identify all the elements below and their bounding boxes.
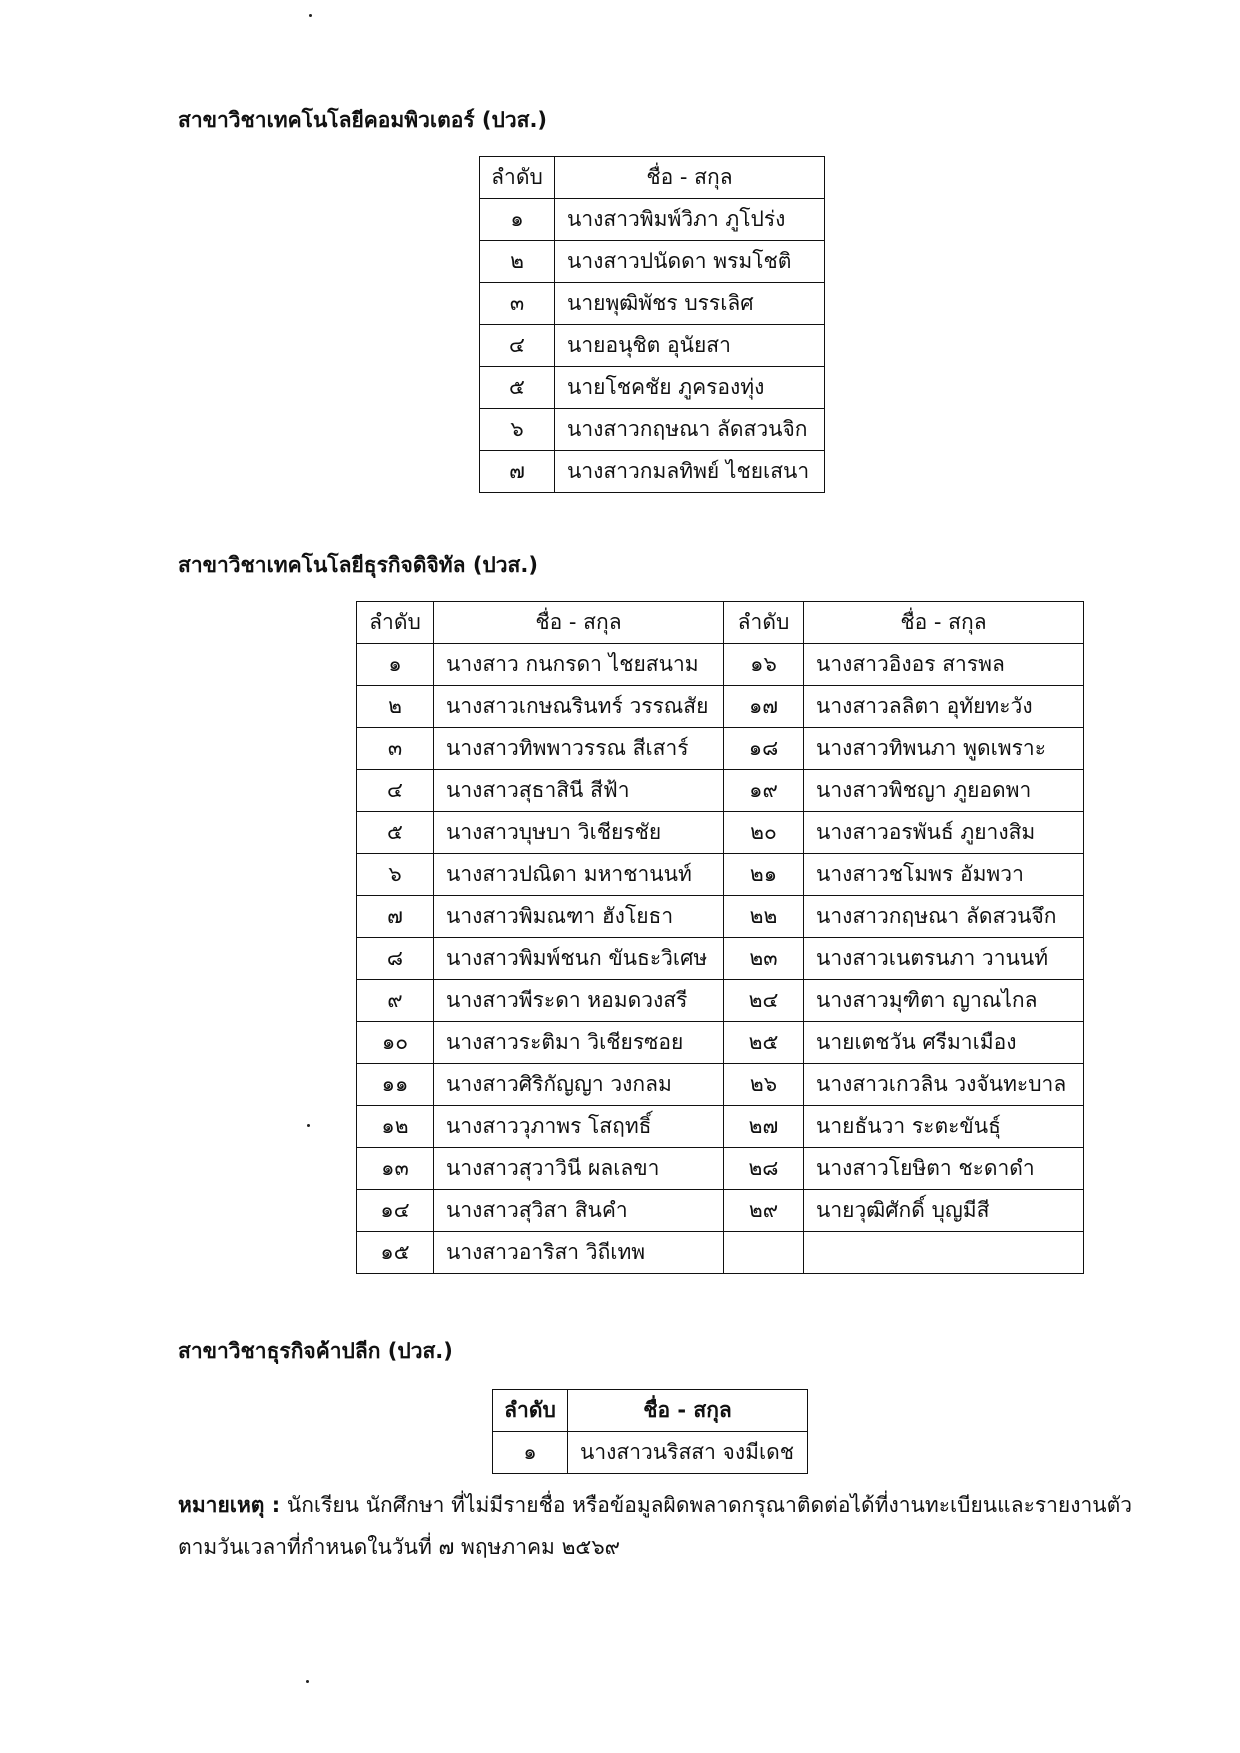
table-row (357, 1022, 1084, 1064)
section-heading-retail-business: สาขาวิชาธุรกิจค้าปลีก (ปวส.) (178, 1339, 453, 1363)
table-row (357, 896, 1084, 938)
remark-label: หมายเหตุ : (178, 1493, 281, 1517)
remark-note (178, 1484, 1138, 1568)
order-number: ๒๖ (724, 1064, 804, 1106)
order-number: ๔ (357, 770, 434, 812)
student-name: นางสาวพิมพ์วิภา ภูโปร่ง (555, 199, 825, 241)
order-number: ๑๓ (357, 1148, 434, 1190)
order-number: ๒๘ (724, 1148, 804, 1190)
section-heading-computer-technology: สาขาวิชาเทคโนโลยีคอมพิวเตอร์ (ปวส.) (178, 108, 548, 132)
student-name: นางสาวปนัดดา พรมโชติ (555, 241, 825, 283)
order-number: ๑๕ (357, 1232, 434, 1274)
student-name: นางสาวกฤษณา ลัดสวนจิก (555, 409, 825, 451)
order-number: ๔ (480, 325, 555, 367)
student-name: นางสาวพิมพ์ชนก ขันธะวิเศษ (434, 938, 724, 980)
roster-table-digital-business (356, 601, 1084, 1274)
table-row (357, 1190, 1084, 1232)
order-number: ๑๑ (357, 1064, 434, 1106)
student-name: นางสาวเกวลิน วงจันทะบาล (804, 1064, 1084, 1106)
table-row (357, 1064, 1084, 1106)
order-number: ๒๒ (724, 896, 804, 938)
order-number: ๒ (480, 241, 555, 283)
order-number: ๑ (493, 1432, 568, 1474)
table-row (493, 1432, 808, 1474)
order-number: ๒๙ (724, 1190, 804, 1232)
table-row (357, 686, 1084, 728)
order-number: ๑๗ (724, 686, 804, 728)
student-name: นางสาวชโมพร อัมพวา (804, 854, 1084, 896)
column-header-order: ลำดับ (357, 602, 434, 644)
order-number: ๘ (357, 938, 434, 980)
order-number: ๙ (357, 980, 434, 1022)
table-row (357, 1106, 1084, 1148)
order-number: ๑๘ (724, 728, 804, 770)
table-row (480, 241, 825, 283)
student-name: นางสาว กนกรดา ไชยสนาม (434, 644, 724, 686)
order-number: ๒๗ (724, 1106, 804, 1148)
table-row (357, 812, 1084, 854)
roster-table-retail-business (492, 1389, 808, 1474)
order-number: ๗ (480, 451, 555, 493)
student-name: นางสาวระติมา วิเชียรซอย (434, 1022, 724, 1064)
column-header-name: ชื่อ - สกุล (434, 602, 724, 644)
table-row (480, 199, 825, 241)
order-number: ๒๑ (724, 854, 804, 896)
column-header-order: ลำดับ (493, 1390, 568, 1432)
table-row (357, 854, 1084, 896)
student-name: นางสาวอิงอร สารพล (804, 644, 1084, 686)
order-number: ๑๙ (724, 770, 804, 812)
column-header-order: ลำดับ (724, 602, 804, 644)
table-row (357, 980, 1084, 1022)
order-number: ๕ (480, 367, 555, 409)
student-name: นางสาวพิชญา ภูยอดพา (804, 770, 1084, 812)
column-header-name: ชื่อ - สกุล (804, 602, 1084, 644)
student-name: นางสาวเกษณรินทร์ วรรณสัย (434, 686, 724, 728)
order-number: ๗ (357, 896, 434, 938)
student-name: นางสาวศิริกัญญา วงกลม (434, 1064, 724, 1106)
student-name: นางสาวอาริสา วิถีเทพ (434, 1232, 724, 1274)
table-row (357, 1232, 1084, 1274)
order-number (724, 1232, 804, 1274)
student-name: นายเตชวัน ศรีมาเมือง (804, 1022, 1084, 1064)
table-header-row (357, 602, 1084, 644)
student-name: นายอนุชิต อุนัยสา (555, 325, 825, 367)
student-name: นางสาวลลิตา อุทัยทะวัง (804, 686, 1084, 728)
table-row (480, 325, 825, 367)
remark-text: นักเรียน นักศึกษา ที่ไม่มีรายชื่อ หรือข้อมูลผิดพลาดกรุณาติดต่อได้ที่งานทะเบียนและรายงานตัวตามวันเวลาที่กำหนดในวันที่ ๗ พฤษภาคม ๒๕๖๙ (178, 1493, 1133, 1559)
table-row (357, 938, 1084, 980)
order-number: ๖ (357, 854, 434, 896)
student-name: นายธันวา ระตะขันธุ์ (804, 1106, 1084, 1148)
order-number: ๒๐ (724, 812, 804, 854)
order-number: ๒ (357, 686, 434, 728)
scan-speck (307, 1124, 310, 1127)
order-number: ๒๕ (724, 1022, 804, 1064)
table-row (357, 770, 1084, 812)
student-name: นางสาวพีระดา หอมดวงสรี (434, 980, 724, 1022)
order-number: ๒๔ (724, 980, 804, 1022)
order-number: ๓ (480, 283, 555, 325)
student-name: นางสาววุภาพร โสฤทธิ์ (434, 1106, 724, 1148)
student-name: นางสาวทิพพาวรรณ สีเสาร์ (434, 728, 724, 770)
student-name: นางสาวทิพนภา พูดเพราะ (804, 728, 1084, 770)
table-row (480, 367, 825, 409)
column-header-name: ชื่อ - สกุล (568, 1390, 808, 1432)
order-number: ๕ (357, 812, 434, 854)
table-row (480, 283, 825, 325)
student-name: นางสาวสุวาวินี ผลเลขา (434, 1148, 724, 1190)
student-name: นายโชคชัย ภูครองทุ่ง (555, 367, 825, 409)
scan-speck (309, 14, 312, 17)
student-name: นางสาวอรพันธ์ ภูยางสิม (804, 812, 1084, 854)
order-number: ๒๓ (724, 938, 804, 980)
table-row (480, 451, 825, 493)
table-row (480, 409, 825, 451)
student-name: นางสาวมุฑิตา ญาณไกล (804, 980, 1084, 1022)
scan-speck (306, 1680, 309, 1683)
student-name: นางสาวปณิดา มหาชานนท์ (434, 854, 724, 896)
order-number: ๑๔ (357, 1190, 434, 1232)
student-name: นางสาวสุวิสา สินคำ (434, 1190, 724, 1232)
student-name: นางสาวกฤษณา ลัดสวนจึก (804, 896, 1084, 938)
student-name: นางสาวพิมณฑา ฮังโยธา (434, 896, 724, 938)
order-number: ๑๐ (357, 1022, 434, 1064)
student-name: นางสาวบุษบา วิเชียรชัย (434, 812, 724, 854)
order-number: ๓ (357, 728, 434, 770)
order-number: ๑๒ (357, 1106, 434, 1148)
student-name: นายวุฒิศักดิ์ บุญมีสี (804, 1190, 1084, 1232)
student-name: นางสาวสุธาสินี สีฟ้า (434, 770, 724, 812)
order-number: ๑ (480, 199, 555, 241)
student-name (804, 1232, 1084, 1274)
table-header-row (480, 157, 825, 199)
column-header-name: ชื่อ - สกุล (555, 157, 825, 199)
student-name: นางสาวโยษิตา ชะดาดำ (804, 1148, 1084, 1190)
roster-table-computer-technology (479, 156, 825, 493)
order-number: ๖ (480, 409, 555, 451)
table-row (357, 1148, 1084, 1190)
order-number: ๑๖ (724, 644, 804, 686)
order-number: ๑ (357, 644, 434, 686)
student-name: นายพุฒิพัชร บรรเลิศ (555, 283, 825, 325)
student-name: นางสาวกมลทิพย์ ไชยเสนา (555, 451, 825, 493)
student-name: นางสาวนริสสา จงมีเดช (568, 1432, 808, 1474)
table-row (357, 728, 1084, 770)
table-row (357, 644, 1084, 686)
table-header-row (493, 1390, 808, 1432)
student-name: นางสาวเนตรนภา วานนท์ (804, 938, 1084, 980)
section-heading-digital-business: สาขาวิชาเทคโนโลยีธุรกิจดิจิทัล (ปวส.) (178, 553, 538, 577)
column-header-order: ลำดับ (480, 157, 555, 199)
